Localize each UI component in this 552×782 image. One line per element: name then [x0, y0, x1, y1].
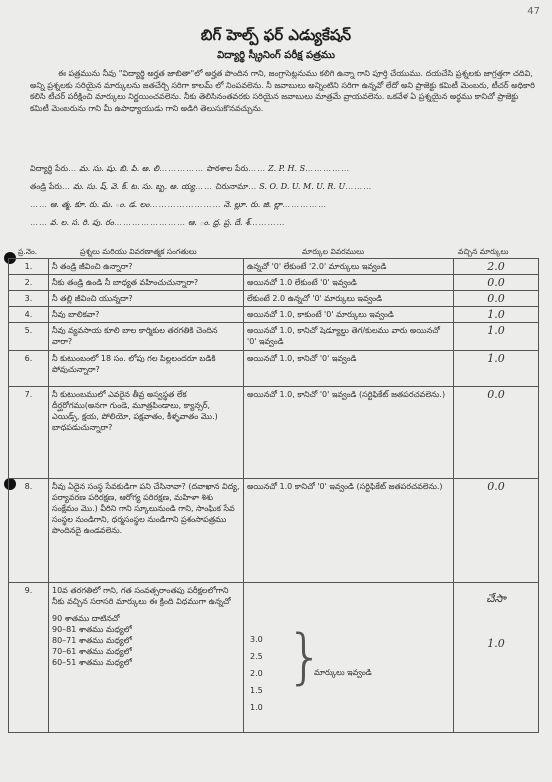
- row-number: 7.: [9, 387, 49, 479]
- row-number: 5.: [9, 323, 49, 351]
- header-marks-detail: మార్కుల వివరములు: [302, 247, 365, 256]
- question-text: నీవు వ్యవసాయ కూలి బాల కార్మికుల తరగతికి చెందిన వారా?: [49, 323, 244, 351]
- school-value: Z. P. H. S: [268, 164, 306, 173]
- marks-rule: అయినచో 1.0, కాకుంటే '0' మార్కులు ఇవ్వండి: [244, 307, 454, 323]
- grade-label: 80–71 శాతము మధ్యలో: [52, 636, 132, 645]
- table-row: [9, 291, 539, 307]
- score-value: 1.0: [487, 637, 505, 650]
- grade-label: 90–81 శాతము మధ్యలో: [52, 625, 132, 634]
- student-name-value: మ. సు. షు. బి. పి. అ. లి: [79, 164, 160, 173]
- score-value: 0.0: [454, 387, 539, 479]
- father-value: మ. సు. ష్. వె. క్. ట. సు. బ్బ. అ. య్య: [72, 182, 195, 191]
- header-no: ప్ర.నెం.: [18, 247, 38, 256]
- question-text: నీ కుటుంబంలో 18 సం. లోపు గల పిల్లలందరూ బడికి పోవుచున్నారా?: [49, 351, 244, 387]
- marks-rule: అయినచో 1.0, కానిచో '0' ఇవ్వండి: [244, 351, 454, 387]
- form-subtitle: విద్యార్థి స్క్రీనింగ్ పరీక్ష పత్రము: [217, 50, 335, 61]
- table-row: [9, 307, 539, 323]
- table-row: [9, 479, 539, 583]
- table-row: [9, 351, 539, 387]
- score-value: 1.0: [454, 323, 539, 351]
- grade-note: మార్కులు ఇవ్వండి: [314, 668, 372, 677]
- father-address-field: తండ్రి పేరు… మ. సు. ష్. వె. క్. ట. సు. బ్బ. అ. య్య…… చిరునామా… S. O. D. U. M. U. R. U………: [30, 182, 373, 191]
- address-line3-right: నె. ల్లూ. రు. జి. ల్లా: [223, 200, 283, 209]
- header-question: ప్రశ్నలు మరియు వివరణాత్మక సంగతులు: [80, 247, 197, 256]
- grade-value: 2.5: [250, 652, 263, 661]
- question-text: నీ తండ్రి జీవించి ఉన్నారా?: [49, 259, 244, 275]
- grade-brace: }: [286, 622, 325, 692]
- questions-table: [8, 258, 539, 733]
- table-row: [9, 323, 539, 351]
- score-value: 1.0: [454, 351, 539, 387]
- question-text: నీ కుటుంబములో ఎవరైన తీవ్ర అస్వస్థత లేక దీర్ఘరోగము(అనగా గుండె, మూత్రపిండాలు, క్యాన్సర్, ఎయిడ్స్, క్షయ, పోలియో, పక్షవాతం, కీళ్ళవాతం మొ.) బాధపడుచున్నారా?: [49, 387, 244, 479]
- question-text: నీ తల్లి జీవించి యున్నదా?: [49, 291, 244, 307]
- address-line4-right: ఆ. ం. ధ్ర. ప్ర. దే. శ్: [187, 218, 250, 227]
- address-line4-left: వ. ల. స. రి. పు. రం: [50, 218, 114, 227]
- grade-label: 60–51 శాతము మధ్యలో: [52, 658, 132, 667]
- table-row: [9, 259, 539, 275]
- marks-rule: అయినచో 1.0, కానిచో '0' ఇవ్వండి (సర్టిఫికేట్ జతపరచవలెను.): [244, 387, 454, 479]
- address-line3-left: ఆ. త్మ. కూ. రు. మ. ం. డ. లం: [50, 200, 150, 209]
- row-number: 1.: [9, 259, 49, 275]
- address-value: S. O. D. U. M. U. R. U: [259, 182, 346, 191]
- school-label: పాఠశాల పేరు: [206, 164, 249, 173]
- marks-rule: [244, 583, 454, 733]
- grade-value: 3.0: [250, 635, 263, 644]
- question-text: నీకు తండ్రి ఉండి నీ బాధ్యత వహించుచున్నారా?: [49, 275, 244, 291]
- row-number: 2.: [9, 275, 49, 291]
- header-score: వచ్చిన మార్కులు: [458, 247, 509, 256]
- student-name-label: విద్యార్థి పేరు: [30, 164, 69, 173]
- score-value: 1.0: [454, 307, 539, 323]
- score-value: 0.0: [454, 479, 539, 583]
- address-label: చిరునామా: [215, 182, 249, 191]
- question-text: [49, 583, 244, 733]
- table-row: [9, 387, 539, 479]
- marks-rule: అయినచో 1.0, కానిచో షెడ్యూల్డు తెగ/కులము వారు అయినచో '0' ఇవ్వండి: [244, 323, 454, 351]
- row-number: 3.: [9, 291, 49, 307]
- row-number: 6.: [9, 351, 49, 387]
- address-line-3: …… ఆ. త్మ. కూ. రు. మ. ం. డ. లం…………………… నె. ల్లూ. రు. జి. ల్లా……………: [30, 200, 328, 209]
- father-label: తండ్రి పేరు: [30, 182, 62, 191]
- form-title: బిగ్ హెల్ప్ ఫర్ ఎడ్యుకేషన్: [200, 26, 352, 44]
- grade-value: 2.0: [250, 669, 263, 678]
- grade-label: 90 శాతము దాటినచో: [52, 614, 120, 623]
- score-value: 2.0: [454, 259, 539, 275]
- instructions-paragraph: ఈ పత్రమును నీవు "విద్యార్థి అర్హత జాబితా"లో అర్హత పొందిన గాని, జంగ్రాసెట్లనుము కలిగి ఉన్నా గాని పూర్తి చేయుము. దయచేసి ప్రశ్నలకు జాగ్రత్తగా చదివి, అన్ని ప్రశ్నలకు సరియైన మార్కులను జతచేర్చి సరిగా కాలమ్ లో నింపవలెను. నీ జవాబులు అన్నింటిని సరిగా ఉన్నవో లేదో అని ప్రాజెక్టు కమిటీ మెంబరు, టీచర్ అధికారి కలిసి టీచర్ పరీక్షించి మార్కులు నిర్ణయించవలెను. నీకు తెలిసినంతవరకు సరియైన జవాబులు మాత్రమే వ్రాయవలెను. ఒకవేళ ఏ ప్రశ్నయైన అర్థము కానిచో ప్రాజెక్టు కమిటీ మెంబరును గాని మీ ఉపాధ్యాయుడు గాని అడిగి తెలుసుకొనవచ్చును.: [30, 69, 535, 113]
- score-value: 0.0: [454, 291, 539, 307]
- page-number: 47: [527, 6, 540, 17]
- score-scribble: చేసా: [486, 592, 506, 605]
- table-row: [9, 275, 539, 291]
- grade-value: 1.0: [250, 703, 263, 712]
- grade-value: 1.5: [250, 686, 263, 695]
- grade-label: 70–61 శాతము మధ్యలో: [52, 647, 132, 656]
- row-number: 9.: [9, 583, 49, 733]
- row-number: 8.: [9, 479, 49, 583]
- marks-rule: అయినచో 1.0 కానిచో '0' ఇవ్వండి (సర్టిఫికేట్ జతపరచవలెను.): [244, 479, 454, 583]
- score-cell: [454, 583, 539, 733]
- marks-rule: లేకుంటే 2.0 ఉన్నచో '0' మార్కులు ఇవ్వండి: [244, 291, 454, 307]
- score-value: 0.0: [454, 275, 539, 291]
- address-line-4: …… వ. ల. స. రి. పు. రం…………………… ఆ. ం. ధ్ర. ప్ర. దే. శ్…………: [30, 218, 286, 227]
- question-text: నీవు ఏదైన సంస్థ సేవకుడిగా పని చేసినావా? (దవాఖాన విద్య, పర్యావరణ పరిరక్షణ, ఆరోగ్య పరిరక్షణ, మహిళా శిశు సంక్షేమం మొ.) వీరిని గాని స్కూలునుండి గాని, సాంఘిక సేవ సంస్థల నుండిగాని, ధర్మసంస్థల నుండిగాని ప్రశంసాపత్రము పొందినదై ఉండవలెను.: [49, 479, 244, 583]
- row-number: 4.: [9, 307, 49, 323]
- table-row: [9, 583, 539, 733]
- student-name-field: విద్యార్థి పేరు… మ. సు. షు. బి. పి. అ. లి…………… పాఠశాల పేరు…… Z. P. H. S……………: [30, 164, 351, 173]
- question-text: నీవు బాలికవా?: [49, 307, 244, 323]
- marks-rule: ఉన్నచో '0' లేకుంటే '2.0' మార్కులు ఇవ్వండి: [244, 259, 454, 275]
- question-9-text: 10వ తరగతిలో గాని, గత సంవత్సరాంతపు పరీక్షలలోగాని నీకు వచ్చిన సరాసరి మార్కులు ఈ క్రింది విధముగా ఉన్నచో: [52, 586, 231, 606]
- marks-rule: అయినచో 1.0 లేకుంటే '0' ఇవ్వండి: [244, 275, 454, 291]
